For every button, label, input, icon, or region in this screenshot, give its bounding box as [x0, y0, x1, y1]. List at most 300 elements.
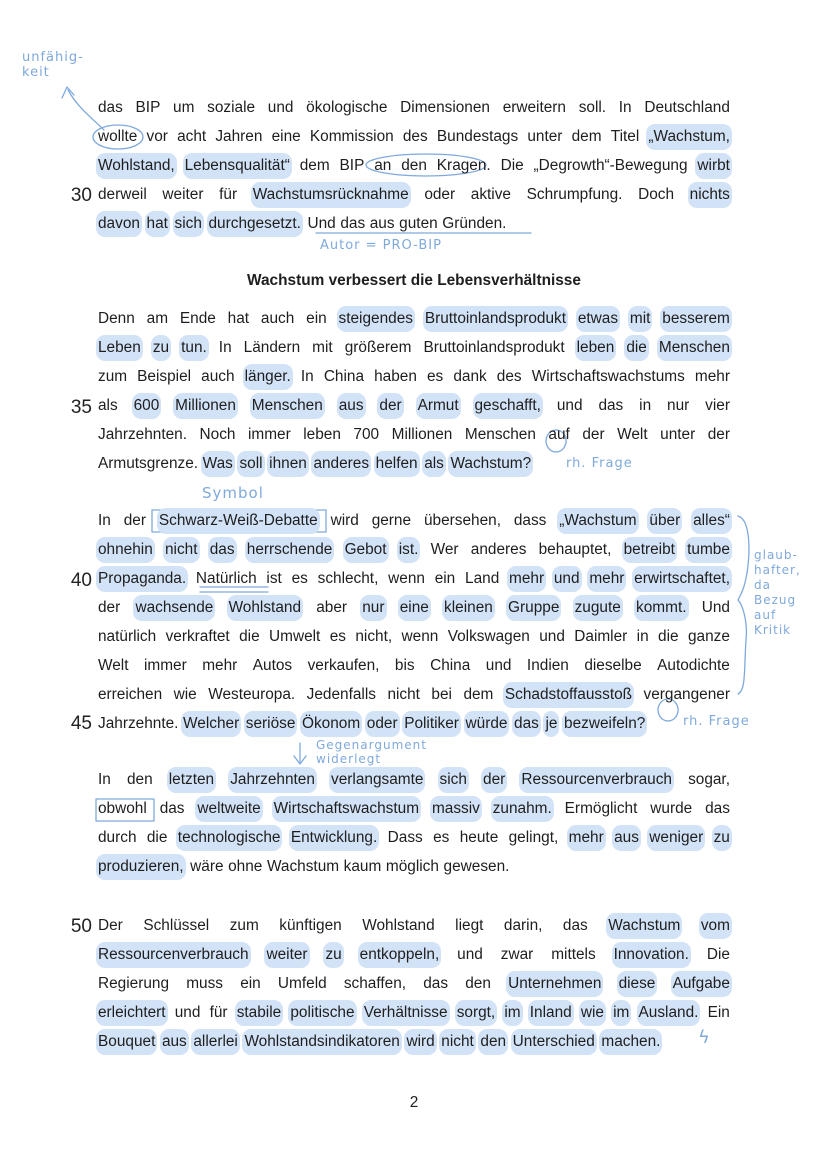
word: „Wachstum — [557, 508, 638, 534]
word: Wachstum — [266, 858, 340, 875]
word: alles“ — [691, 508, 732, 534]
word: dem — [571, 128, 602, 145]
word: in — [639, 397, 652, 414]
word: wird — [330, 512, 359, 529]
word: etwas — [576, 306, 620, 332]
word: erreichen — [98, 686, 163, 703]
word: soziale — [207, 99, 256, 116]
text-line — [98, 393, 730, 419]
word: steigendes — [337, 306, 415, 332]
word: Wer — [430, 541, 459, 558]
text-line — [98, 595, 730, 621]
word: obwohl — [98, 800, 147, 817]
word: Unternehmen — [506, 971, 603, 997]
word: unter — [527, 128, 563, 145]
word: zu — [323, 942, 343, 968]
word: Schlüssel — [143, 917, 210, 934]
word: Ausland. — [637, 1000, 701, 1026]
word: Entwicklung. — [289, 825, 379, 851]
word: den — [126, 771, 153, 788]
word: nicht — [387, 686, 420, 703]
text-line — [98, 796, 730, 822]
line-number-30: 30 — [70, 185, 92, 206]
text-line — [98, 624, 730, 650]
word: ökologische — [306, 99, 388, 116]
word: Natürlich — [195, 570, 257, 587]
word: kommt. — [634, 595, 688, 621]
word: mit — [628, 306, 653, 332]
word: helfen — [374, 451, 420, 477]
word: Politiker — [402, 711, 461, 737]
word: natürlich — [98, 628, 157, 645]
word: hat — [227, 310, 250, 327]
word: Volkswagen — [447, 628, 530, 645]
word: aus — [369, 215, 395, 232]
text-line — [98, 1029, 730, 1055]
word: hat — [145, 211, 170, 237]
word: aktive — [470, 186, 511, 203]
word: dem — [299, 157, 330, 174]
word: Welt — [617, 426, 648, 443]
word: herrschende — [245, 537, 335, 563]
word: weniger — [647, 825, 705, 851]
word: guten — [399, 215, 438, 232]
text-line — [98, 364, 730, 390]
word: vor — [146, 128, 168, 145]
word: mittels — [551, 946, 596, 963]
annotation-symbol: Symbol — [202, 484, 264, 502]
word: allerlei — [191, 1029, 239, 1055]
word: Dimensionen — [400, 99, 490, 116]
text-line — [98, 566, 730, 592]
text-line — [98, 1000, 730, 1026]
word: Millionen — [173, 393, 238, 419]
word: machen. — [599, 1029, 662, 1055]
word: gewesen. — [443, 858, 510, 875]
word: Indien — [526, 657, 569, 674]
word: aus — [612, 825, 641, 851]
word: weiter — [162, 186, 204, 203]
word: Deutschland — [644, 99, 730, 116]
word: die — [658, 628, 679, 645]
text-line — [98, 182, 730, 208]
word: leben — [575, 335, 617, 361]
word: Wohlstand — [362, 917, 435, 934]
word: wollte — [98, 128, 138, 145]
word: betreibt — [622, 537, 677, 563]
word: gerne — [371, 512, 412, 529]
word: Westeuropa. — [208, 686, 296, 703]
annotation-rh-frage-2: rh. Frage — [683, 714, 750, 729]
word: Bruttoinlandsprodukt — [423, 339, 565, 356]
word: nicht, — [355, 628, 393, 645]
word: wenn — [388, 570, 425, 587]
annotation-glaubhafter: glaub- hafter, da Bezug auf Kritik — [754, 548, 801, 637]
word: als — [98, 397, 118, 414]
word: sorgt, — [455, 1000, 498, 1026]
word: Menschen — [250, 393, 325, 419]
word: dieselbe — [584, 657, 642, 674]
word: Der — [98, 917, 123, 934]
word: und — [174, 1004, 201, 1021]
word: den — [478, 1029, 508, 1055]
annotation-blitz: ϟ — [698, 1027, 711, 1048]
word: im — [502, 1000, 522, 1026]
word: würde — [464, 711, 510, 737]
word: verlangsamte — [329, 767, 425, 793]
word: dank — [453, 368, 487, 385]
word: davon — [96, 211, 142, 237]
word: wäre — [190, 858, 224, 875]
word: Ländern — [243, 339, 301, 356]
word: Schwarz-Weiß-Debatte — [157, 508, 320, 534]
word: Armutsgrenze. — [98, 455, 199, 472]
word: über — [647, 508, 682, 534]
word: tun. — [179, 335, 209, 361]
text-line — [98, 508, 730, 534]
line-number-35: 35 — [70, 397, 92, 418]
word: den — [401, 157, 427, 174]
word: am — [146, 310, 169, 327]
word: in — [636, 628, 649, 645]
word: Jahrzehnte. — [98, 715, 179, 732]
text-line — [98, 537, 730, 563]
word: Kragen. — [436, 157, 491, 174]
word: ist. — [397, 537, 421, 563]
word: In — [300, 368, 314, 385]
word: dem — [463, 686, 494, 703]
word: zugute — [573, 595, 623, 621]
annotation-autor-pro-bip: Autor = PRO-BIP — [320, 238, 442, 253]
word: Bouquet — [96, 1029, 157, 1055]
word: Ende — [179, 310, 216, 327]
word: Millionen — [391, 426, 453, 443]
word: Und — [701, 599, 730, 616]
word: Wirtschaftswachstum — [272, 796, 421, 822]
word: produzieren, — [96, 854, 186, 880]
arrow-gegenargument-head — [294, 756, 306, 764]
word: Gruppe — [506, 595, 561, 621]
word: 600 — [132, 393, 162, 419]
word: haben — [374, 368, 417, 385]
line-number-45: 45 — [70, 713, 92, 734]
word: ihnen — [267, 451, 309, 477]
word: und — [539, 628, 565, 645]
word: In — [218, 339, 232, 356]
word: sogar, — [688, 771, 730, 788]
word: Jahrzehnten. — [98, 426, 187, 443]
word: das — [340, 215, 366, 232]
word: vom — [699, 913, 732, 939]
word: Inland — [528, 1000, 574, 1026]
word: zu — [712, 825, 732, 851]
word: Denn — [98, 310, 135, 327]
word: Jahren — [215, 128, 263, 145]
word: immer — [143, 657, 187, 674]
word: und — [457, 946, 483, 963]
word: In — [98, 771, 111, 788]
word: die — [146, 829, 168, 846]
word: das — [512, 711, 541, 737]
word: vier — [705, 397, 730, 414]
word: Jedenfalls — [306, 686, 376, 703]
word: vergangener — [643, 686, 730, 703]
word: tumbe — [685, 537, 732, 563]
word: letzten — [167, 767, 216, 793]
word: Titel — [610, 128, 640, 145]
text-line — [98, 942, 730, 968]
word: Schrumpfung. — [526, 186, 623, 203]
word: es — [329, 628, 346, 645]
text-line — [98, 682, 730, 708]
word: für — [209, 1004, 228, 1021]
word: zunahm. — [491, 796, 554, 822]
word: Wohlstand — [227, 595, 303, 621]
word: das — [598, 397, 624, 414]
word: soll. — [578, 99, 607, 116]
word: Gründen. — [442, 215, 507, 232]
word: unter — [660, 426, 696, 443]
word: das — [562, 917, 588, 934]
word: ein — [434, 570, 456, 587]
word: Wachstumsrücknahme — [251, 182, 411, 208]
word: ein — [306, 310, 327, 327]
word: oder — [424, 186, 456, 203]
word: und — [552, 566, 582, 592]
word: behauptet, — [538, 541, 612, 558]
line-number-50: 50 — [70, 916, 92, 937]
annotation-rh-frage-1: rh. Frage — [566, 456, 633, 471]
word: 700 — [353, 426, 380, 443]
word: größerem — [344, 339, 412, 356]
word: aus — [160, 1029, 189, 1055]
word: Wirtschaftswachstums — [531, 368, 685, 385]
word: Daimler — [574, 628, 628, 645]
word: Ressourcenverbrauch — [519, 767, 674, 793]
word: erleichtert — [96, 1000, 168, 1026]
word: stabile — [235, 1000, 284, 1026]
word: Unterschied — [511, 1029, 597, 1055]
word: ohne — [228, 858, 263, 875]
word: das — [208, 537, 237, 563]
word: In — [618, 99, 632, 116]
word: wachsende — [133, 595, 215, 621]
word: es — [433, 829, 450, 846]
word: schaffen, — [343, 975, 407, 992]
word: acht — [177, 128, 207, 145]
text-line — [98, 422, 730, 448]
word: auf — [548, 426, 570, 443]
word: Welcher — [181, 711, 241, 737]
word: gelingt, — [508, 829, 559, 846]
word: Jahrzehnten — [228, 767, 317, 793]
word: mehr — [507, 566, 546, 592]
word: Menschen — [657, 335, 732, 361]
word: Leben — [96, 335, 143, 361]
word: heute — [459, 829, 499, 846]
section-heading: Wachstum verbessert die Lebensverhältnisse — [247, 272, 581, 289]
word: an — [374, 157, 392, 174]
word: besserem — [660, 306, 732, 332]
word: Regierung — [98, 975, 170, 992]
word: ohnehin — [96, 537, 155, 563]
word: Armut — [416, 393, 461, 419]
word: zum — [98, 368, 128, 385]
word: weiter — [264, 942, 309, 968]
word: Ermöglicht — [564, 800, 638, 817]
line-number-40: 40 — [70, 570, 92, 591]
word: sich — [173, 211, 204, 237]
word: möglich — [385, 858, 439, 875]
word: wurde — [650, 800, 693, 817]
word: Ressourcenverbrauch — [96, 942, 251, 968]
word: Ein — [707, 1004, 730, 1021]
word: der — [98, 599, 121, 616]
word: des — [496, 368, 522, 385]
word: schlecht, — [317, 570, 379, 587]
word: es — [427, 368, 444, 385]
word: wird — [404, 1029, 436, 1055]
word: Autodichte — [657, 657, 730, 674]
word: und — [267, 99, 294, 116]
word: Gebot — [343, 537, 389, 563]
word: mit — [312, 339, 333, 356]
word: zwar — [500, 946, 534, 963]
word: Lebensqualität“ — [183, 153, 292, 179]
brace-right — [738, 516, 749, 694]
word: auch — [260, 310, 295, 327]
word: das — [705, 800, 730, 817]
word: wirbt — [695, 153, 732, 179]
word: nicht — [163, 537, 200, 563]
word: politische — [288, 1000, 356, 1026]
word: ganze — [687, 628, 730, 645]
word: im — [611, 1000, 631, 1026]
word: Die — [706, 946, 730, 963]
word: Bruttoinlandsprodukt — [423, 306, 568, 332]
word: mehr — [587, 566, 626, 592]
word: und — [556, 397, 583, 414]
word: die — [624, 335, 649, 361]
word: bezweifeln? — [562, 711, 647, 737]
word: Wohlstandsindikatoren — [242, 1029, 401, 1055]
word: Noch — [199, 426, 236, 443]
word: Land — [465, 570, 500, 587]
word: darin, — [503, 917, 543, 934]
word: zum — [229, 917, 259, 934]
word: das — [98, 99, 123, 116]
text-line — [98, 95, 730, 121]
word: anderes — [311, 451, 371, 477]
word: oder — [365, 711, 400, 737]
word: für — [219, 186, 238, 203]
word: Wohlstand, — [96, 153, 177, 179]
word: ein — [240, 975, 261, 992]
word: „Degrowth“-Bewegung — [533, 157, 688, 174]
word: Wachstum — [606, 913, 682, 939]
word: bei — [431, 686, 452, 703]
word: Ökonom — [300, 711, 362, 737]
word: bis — [394, 657, 415, 674]
text-line — [98, 211, 730, 237]
word: technologische — [176, 825, 283, 851]
word: das — [159, 800, 185, 817]
arrow-head-unfaehigkeit — [62, 87, 74, 98]
word: nicht — [439, 1029, 476, 1055]
word: wie — [579, 1000, 606, 1026]
text-line — [98, 711, 730, 737]
text-line — [98, 854, 730, 880]
word: eine — [271, 128, 301, 145]
word: durch — [98, 829, 137, 846]
word: nichts — [688, 182, 732, 208]
word: Umfeld — [277, 975, 327, 992]
word: diese — [617, 971, 658, 997]
word: es — [291, 570, 308, 587]
word: massiv — [430, 796, 482, 822]
word: leben — [303, 426, 341, 443]
word: Welt — [98, 657, 129, 674]
word: Was — [201, 451, 235, 477]
word: um — [173, 99, 195, 116]
word: mehr — [694, 368, 730, 385]
word: als — [422, 451, 446, 477]
word: Innovation. — [612, 942, 691, 968]
word: China — [430, 657, 471, 674]
word: kaum — [343, 858, 382, 875]
word: aber — [316, 599, 348, 616]
word: BIP — [135, 99, 161, 116]
text-line — [98, 451, 730, 477]
word: dass — [513, 512, 547, 529]
word: entkoppeln, — [358, 942, 442, 968]
word: Wachstum? — [448, 451, 533, 477]
word: Aufgabe — [671, 971, 732, 997]
text-line — [98, 767, 730, 793]
word: der — [377, 393, 403, 419]
word: verkraftet — [165, 628, 230, 645]
word: des — [402, 128, 428, 145]
word: nur — [667, 397, 690, 414]
word: das — [423, 975, 449, 992]
word: anderes — [470, 541, 527, 558]
word: wenn — [401, 628, 439, 645]
word: In — [98, 512, 111, 529]
word: kleinen — [442, 595, 495, 621]
word: Menschen — [464, 426, 536, 443]
text-line — [98, 825, 730, 851]
word: Und — [307, 215, 336, 232]
word: je — [543, 711, 559, 737]
word: Umwelt — [269, 628, 321, 645]
word: mehr — [567, 825, 606, 851]
word: der — [707, 426, 730, 443]
word: China — [323, 368, 365, 385]
word: nur — [360, 595, 386, 621]
word: eine — [398, 595, 431, 621]
word: Kommission — [309, 128, 394, 145]
word: Doch — [638, 186, 675, 203]
word: Autos — [252, 657, 293, 674]
text-line — [98, 913, 730, 939]
word: erweitern — [502, 99, 566, 116]
word: Schadstoffausstoß — [503, 682, 634, 708]
annotation-gegenargument: Gegenargument widerlegt — [316, 738, 427, 766]
word: seriöse — [244, 711, 298, 737]
word: Die — [500, 157, 524, 174]
word: Bundestags — [436, 128, 519, 145]
word: Dass — [387, 829, 423, 846]
